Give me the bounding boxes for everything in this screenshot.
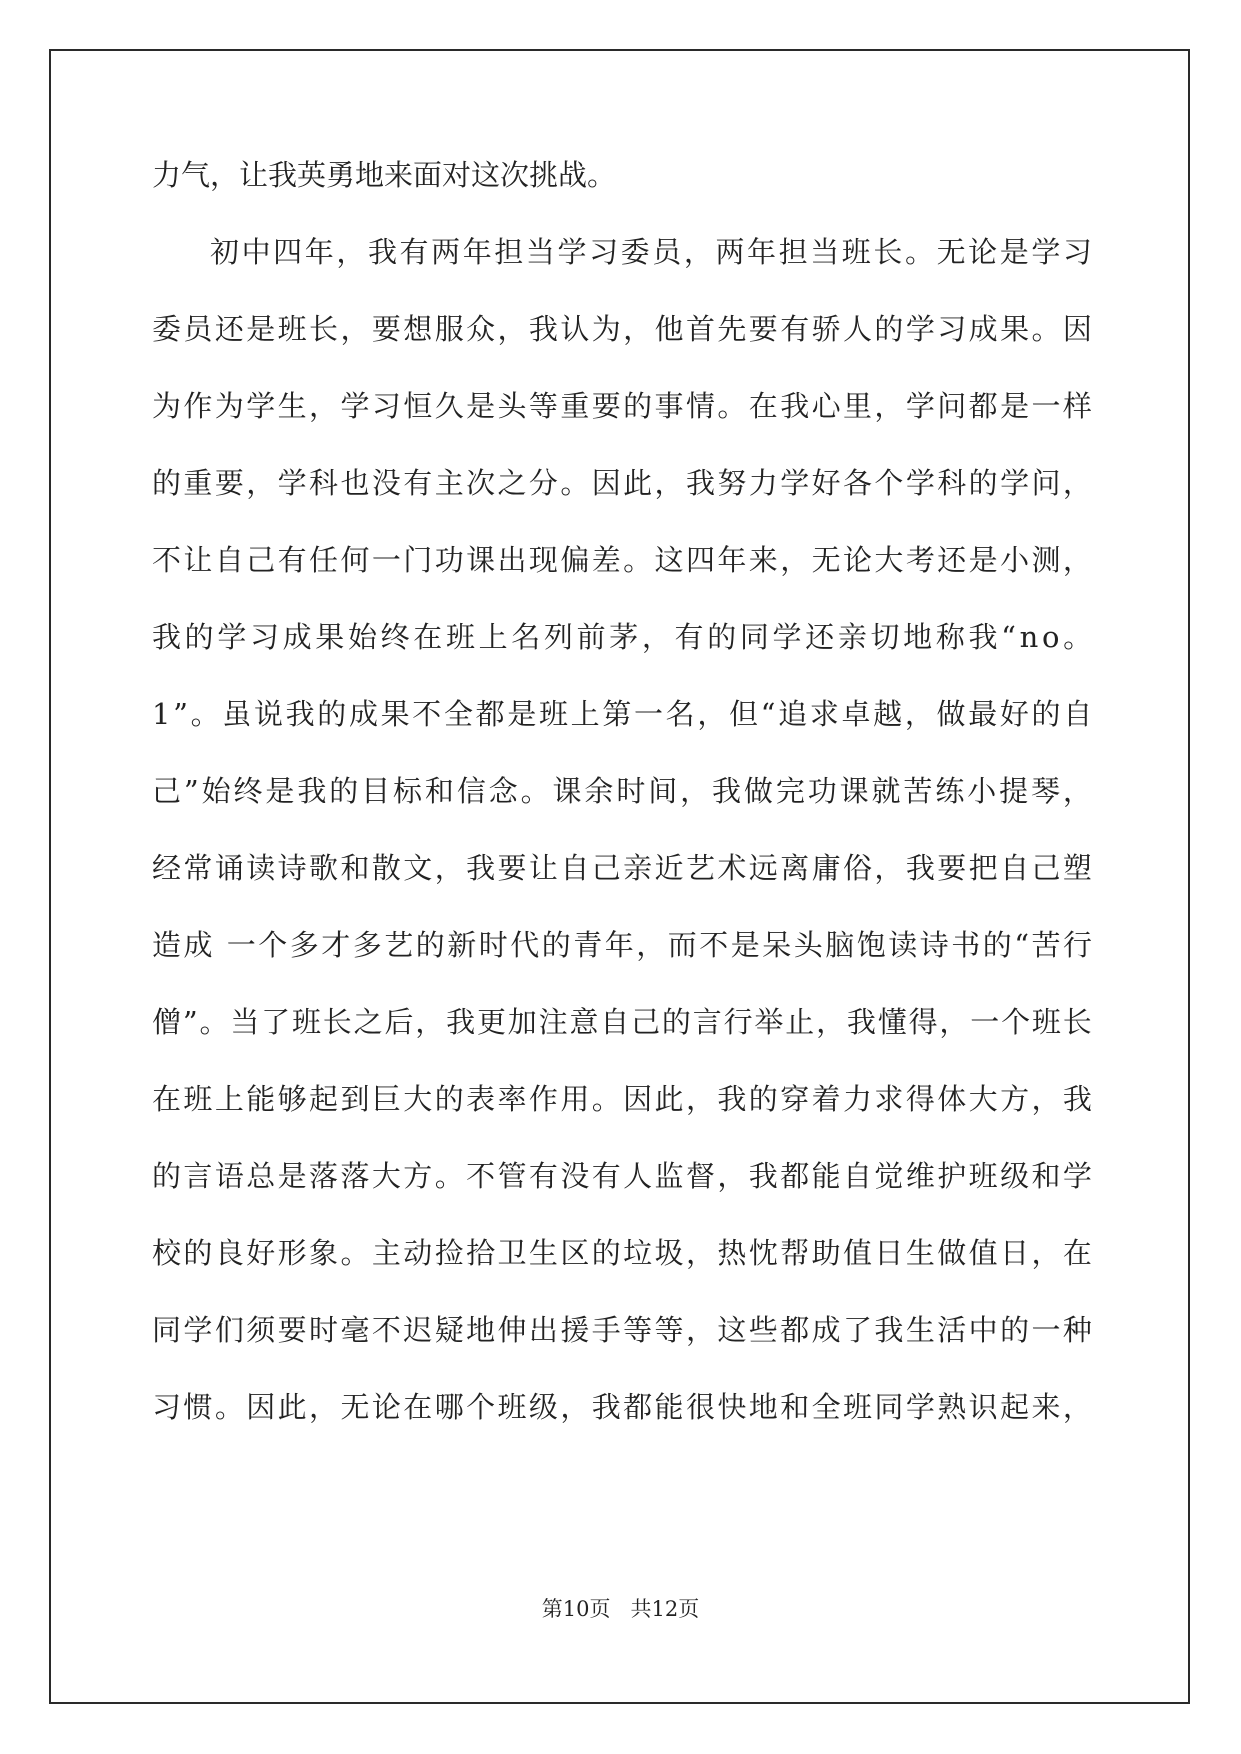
text-line: 在班上能够起到巨大的表率作用。因此，我的穿着力求得体大方，我	[152, 1082, 1095, 1116]
text-line: 同学们须要时毫不迟疑地伸出援手等等，这些都成了我生活中的一种	[152, 1313, 1095, 1347]
paragraph-start-line: 初中四年，我有两年担当学习委员，两年担当班长。无论是学习	[210, 235, 1095, 269]
text-line: 经常诵读诗歌和散文，我要让自己亲近艺术远离庸俗，我要把自己塑	[152, 851, 1095, 885]
text-line: 校的良好形象。主动捡拾卫生区的垃圾，热忱帮助值日生做值日，在	[152, 1236, 1095, 1270]
text-line: 的言语总是落落大方。不管有没有人监督，我都能自觉维护班级和学	[152, 1159, 1095, 1193]
text-line: 的重要，学科也没有主次之分。因此，我努力学好各个学科的学问，	[152, 466, 1095, 500]
text-line: 力气，让我英勇地来面对这次挑战。	[152, 158, 617, 192]
text-line: 造成 一个多才多艺的新时代的青年，而不是呆头脑饱读诗书的“苦行	[152, 928, 1095, 962]
text-line: 1”。虽说我的成果不全都是班上第一名，但“追求卓越，做最好的自	[152, 697, 1095, 731]
text-line: 习惯。因此，无论在哪个班级，我都能很快地和全班同学熟识起来，	[152, 1390, 1095, 1424]
page-footer	[0, 1593, 1241, 1623]
page-number: 第10页	[541, 1597, 611, 1621]
text-line: 己”始终是我的目标和信念。课余时间，我做完功课就苦练小提琴，	[152, 774, 1095, 808]
text-line: 为作为学生，学习恒久是头等重要的事情。在我心里，学问都是一样	[152, 389, 1095, 423]
page-total: 共12页	[630, 1597, 700, 1621]
text-line: 我的学习成果始终在班上名列前茅，有的同学还亲切地称我“no。	[152, 620, 1096, 654]
text-line: 僧”。当了班长之后，我更加注意自己的言行举止，我懂得，一个班长	[152, 1005, 1094, 1039]
text-line: 委员还是班长，要想服众，我认为，他首先要有骄人的学习成果。因	[152, 312, 1095, 346]
text-line: 不让自己有任何一门功课出现偏差。这四年来，无论大考还是小测，	[152, 543, 1095, 577]
